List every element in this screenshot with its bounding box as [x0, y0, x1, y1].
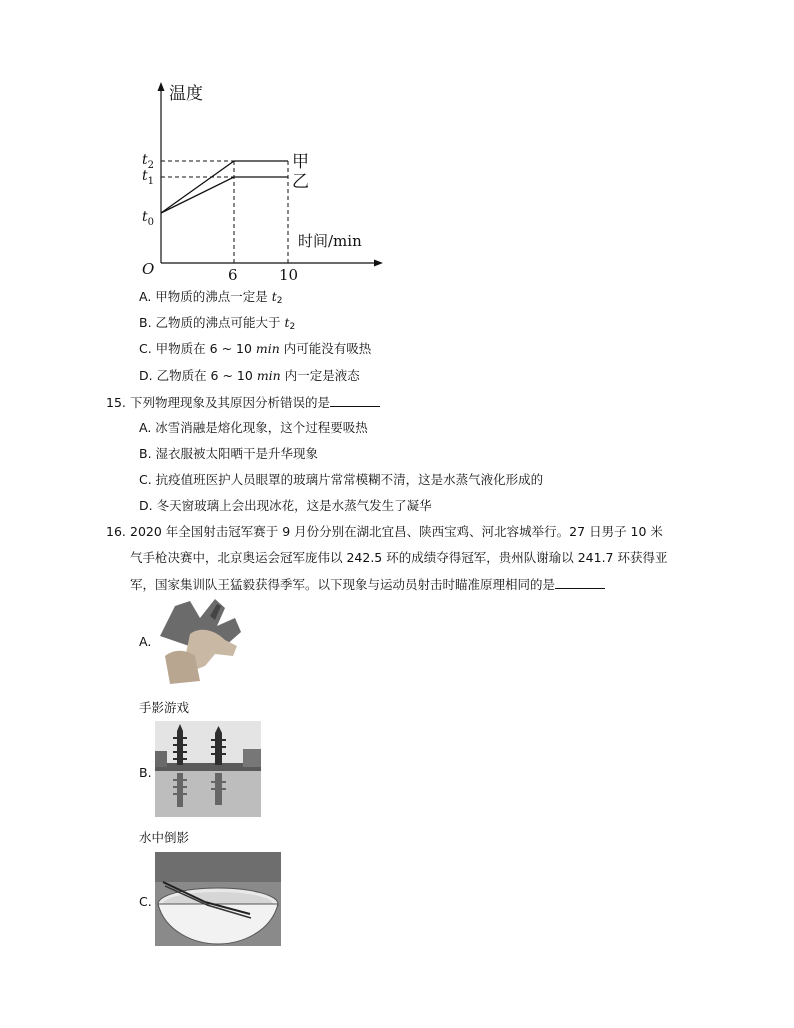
- y-axis-arrow: [158, 82, 165, 91]
- graph-svg: [136, 78, 386, 283]
- bowl-chopsticks-image[interactable]: [155, 852, 281, 946]
- line-yi-label: 乙: [292, 172, 309, 192]
- answer-blank[interactable]: [330, 394, 380, 407]
- q14-option-c[interactable]: C. 甲物质在 6 ~ 10 min 内可能没有吸热: [139, 341, 372, 356]
- hand-shadow-image[interactable]: [155, 596, 242, 684]
- t0-label: $t_0$: [142, 209, 155, 228]
- x-axis-arrow: [374, 260, 383, 267]
- temperature-time-graph: [136, 78, 386, 283]
- origin-label: O: [142, 260, 155, 278]
- t2-label: $t_2$: [142, 152, 155, 171]
- x-axis-label: 时间/min: [298, 232, 362, 250]
- water-reflection-image[interactable]: [155, 721, 261, 817]
- q16-option-b-caption: 水中倒影: [139, 830, 190, 845]
- q16-option-c-label[interactable]: C.: [139, 894, 152, 909]
- q15-option-b[interactable]: B. 湿衣服被太阳晒干是升华现象: [139, 446, 319, 461]
- q16-stem-line3: 军，国家集训队王猛毅获得季军。以下现象与运动员射击时瞄准原理相同的是: [130, 576, 605, 593]
- q14-option-a[interactable]: A. 甲物质的沸点一定是 $t_2$: [139, 289, 283, 306]
- q16-option-b-label[interactable]: B.: [139, 765, 152, 780]
- q14-option-d[interactable]: D. 乙物质在 6 ~ 10 min 内一定是液态: [139, 368, 360, 383]
- y-axis-label: 温度: [169, 84, 203, 104]
- q15-option-c[interactable]: C. 抗疫值班医护人员眼罩的玻璃片常常模糊不清，这是水蒸气液化形成的: [139, 472, 544, 487]
- q16-stem-line1: 16. 2020 年全国射击冠军赛于 9 月份分别在湖北宜昌、陕西宝鸡、河北容城举行。27 日男子 10 米: [106, 524, 663, 539]
- q16-option-a-label[interactable]: A.: [139, 634, 152, 649]
- t1-label: $t_1$: [142, 168, 155, 187]
- answer-blank[interactable]: [555, 576, 605, 589]
- q15-stem: 15. 下列物理现象及其原因分析错误的是: [106, 394, 380, 411]
- q16-stem-line2: 气手枪决赛中，北京奥运会冠军庞伟以 242.5 环的成绩夺得冠军，贵州队谢瑜以 241.7 环获得亚: [130, 550, 668, 565]
- line-jia-label: 甲: [292, 152, 309, 172]
- line-jia: [161, 161, 288, 213]
- line-yi: [161, 177, 288, 213]
- q15-option-a[interactable]: A. 冰雪消融是熔化现象，这个过程要吸热: [139, 420, 368, 435]
- q14-option-b[interactable]: B. 乙物质的沸点可能大于 $t_2$: [139, 315, 296, 332]
- q15-option-d[interactable]: D. 冬天窗玻璃上会出现冰花，这是水蒸气发生了凝华: [139, 498, 432, 513]
- x-tick-6: 6: [228, 266, 238, 283]
- q16-option-a-caption: 手影游戏: [139, 700, 190, 715]
- x-tick-10: 10: [279, 266, 299, 283]
